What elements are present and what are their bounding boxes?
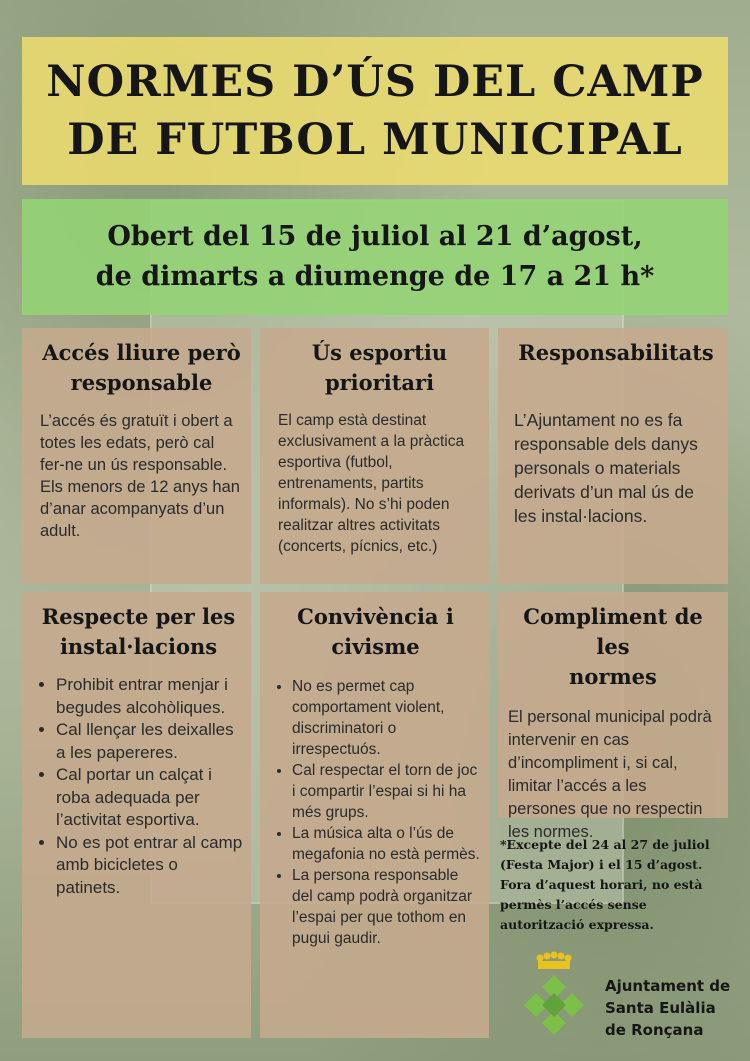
card-access-title-line-1: Accés lliure però (42, 340, 241, 365)
card-respect-title-line-2: instal·lacions (59, 634, 218, 659)
card-coexistence-list (270, 676, 481, 949)
title-line-1: NORMES D’ÚS DEL CAMP (46, 57, 704, 107)
card-access-text-2: Els menors de 12 anys han d’anar acompanyats d’un adult. (40, 478, 240, 540)
list-item: • La música alta o l’ús de megafonia no està permès. (292, 823, 481, 865)
list-item: • Cal respectar el torn de joc i compartir l’espai si hi ha més grups. (292, 760, 481, 823)
title-banner (22, 37, 728, 185)
municipality-name-line-3: de Ronçana (605, 1021, 704, 1039)
list-item: • Prohibit entrar menjar i begudes alcohòliques. (56, 674, 243, 719)
card-sport-title (278, 338, 481, 398)
card-access-title (40, 338, 243, 398)
card-respect (22, 592, 251, 1038)
green-cross-icon (524, 975, 584, 1035)
santa-eulalia-emblem-icon (500, 945, 600, 1045)
card-access-title-line-2: responsable (70, 370, 213, 395)
list-item: • No es pot entrar al camp amb bicicletes o patinets. (56, 832, 243, 900)
opening-hours-banner (22, 199, 728, 315)
card-respect-list (34, 674, 243, 899)
card-sport (260, 328, 489, 584)
card-sport-title-line-1: Ús esportiu (311, 340, 448, 365)
footnote-line-2: Fora d’aquest horari, no està permès l’accés sense autorització expressa. (500, 877, 703, 932)
card-sport-text: El camp està destinat exclusivament a la pràctica esportiva (futbol, entrenaments, partits informals). No s’hi poden realitzar altres activitats (concerts, pícnics, etc.) (278, 412, 465, 555)
list-item: • Cal portar un calçat i roba adequada per l’activitat esportiva. (56, 764, 243, 832)
card-compliance-title-line-2: normes (569, 664, 657, 689)
municipality-logo (500, 945, 740, 1045)
card-responsibility (498, 328, 728, 584)
municipality-name-line-1: Ajuntament de (605, 977, 731, 995)
card-access-text: L’accés és gratuït i obert a totes les edats, però cal fer-ne un ús responsable. (40, 412, 233, 474)
footnote-line-1: *Excepte del 24 al 27 de juliol (Festa Major) i el 15 d’agost. (500, 837, 710, 872)
hours-line-1: Obert del 15 de juliol al 21 d’agost, (107, 221, 643, 252)
footnote (500, 835, 732, 935)
card-sport-title-line-2: prioritari (324, 370, 435, 395)
card-coexistence-title-line-1: Convivència i (297, 604, 454, 629)
crown-icon (537, 952, 572, 970)
card-compliance (498, 592, 728, 841)
list-item: • La persona responsable del camp podrà organitzar l’espai per que tothom en pugui gaudir. (292, 865, 481, 949)
title-line-2: DE FUTBOL MUNICIPAL (67, 115, 683, 165)
card-responsibility-title: Responsabilitats (518, 340, 714, 365)
card-respect-title (34, 602, 243, 662)
card-coexistence-title-line-2: civisme (331, 634, 420, 659)
card-responsibility-text: L’Ajuntament no es fa responsable dels danys personals o materials derivats d’un mal ús de les instal·lacions. (514, 410, 698, 526)
municipality-name (605, 975, 730, 1041)
card-access (22, 328, 251, 584)
municipality-name-line-2: Santa Eulàlia (605, 999, 716, 1017)
card-compliance-text: El personal municipal podrà intervenir en cas d’incompliment i, si cal, limitar l’accés a les persones que no respectin les normes. (508, 708, 712, 841)
card-respect-title-line-1: Respecte per les (41, 604, 236, 629)
card-coexistence-title (270, 602, 481, 662)
card-compliance-title-line-1: Compliment de les (523, 604, 703, 659)
hours-line-2: de dimarts a diumenge de 17 a 21 h* (95, 261, 655, 292)
list-item: • No es permet cap comportament violent, discriminatori o irrespectuós. (292, 676, 481, 760)
list-item: • Cal llençar les deixalles a les papereres. (56, 719, 243, 764)
card-coexistence (260, 592, 489, 1038)
card-compliance-title (508, 602, 718, 692)
